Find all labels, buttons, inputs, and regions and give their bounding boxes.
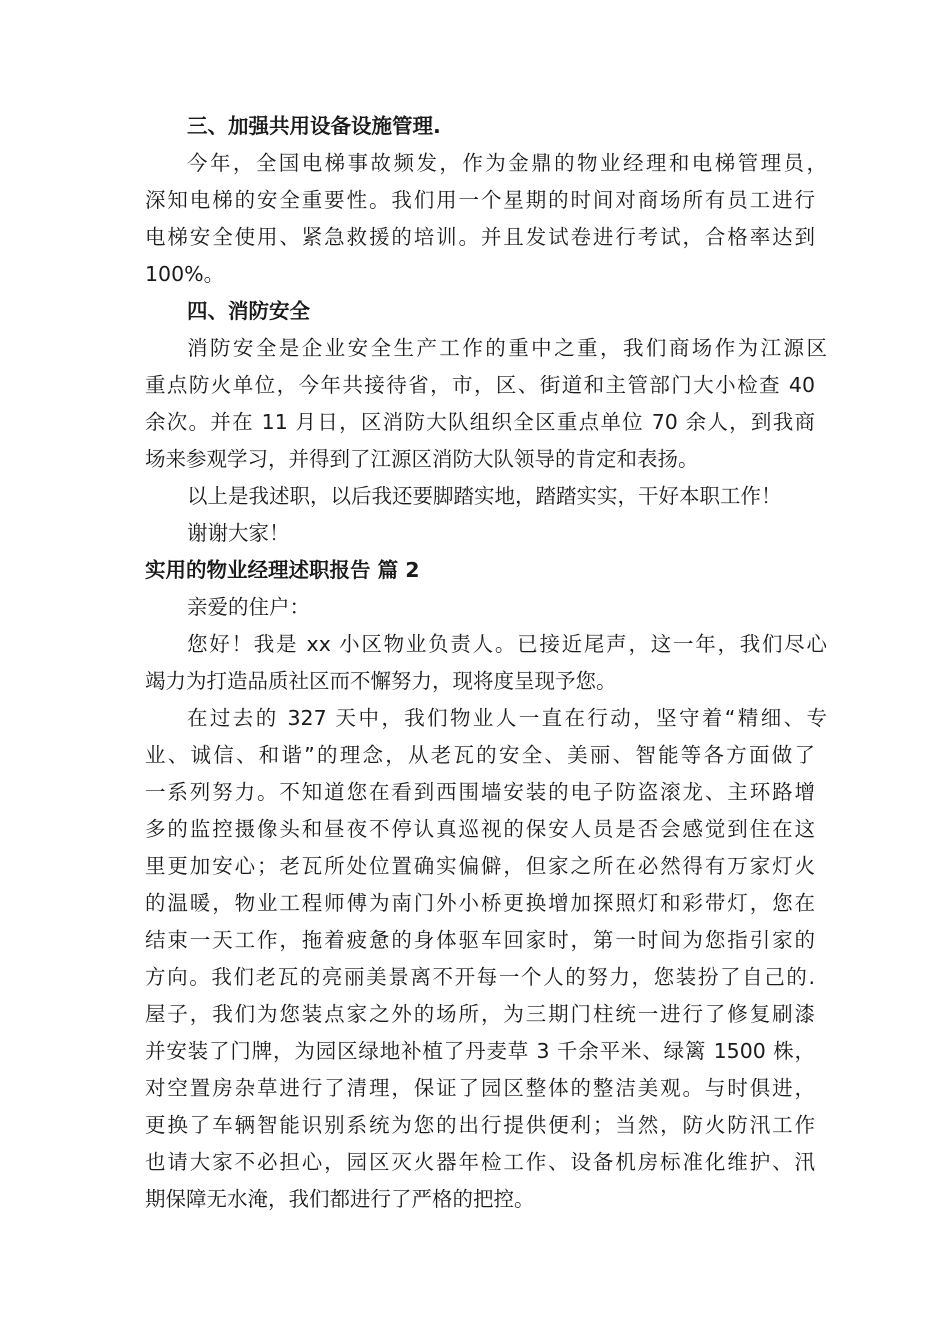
salutation: 亲爱的住户： [187, 595, 310, 619]
paragraph-line: 业、诚信、和谐”的理念，从老瓦的安全、美丽、智能等各方面做了 [145, 743, 815, 767]
section-title: 实用的物业经理述职报告 篇 2 [145, 558, 420, 582]
paragraph-line: 余次。并在 11 月日，区消防大队组织全区重点单位 70 余人，到我商 [145, 410, 815, 434]
paragraph-line: 一系列努力。不知道您在看到西围墙安装的电子防盗滚龙、主环路增 [145, 780, 815, 804]
heading-section-3: 三、加强共用设备设施管理. [187, 114, 441, 138]
paragraph-line: 里更加安心；老瓦所处位置确实偏僻，但家之所在必然得有万家灯火 [145, 854, 815, 878]
paragraph-line: 并安装了门牌，为园区绿地补植了丹麦草 3 千余平米、绿篱 1500 株， [145, 1039, 815, 1063]
paragraph-line: 屋子，我们为您装点家之外的场所，为三期门柱统一进行了修复刷漆 [145, 1002, 815, 1026]
paragraph-line: 重点防火单位，今年共接待省，市，区、街道和主管部门大小检查 40 [145, 373, 815, 397]
paragraph-line: 消防安全是企业安全生产工作的重中之重，我们商场作为江源区 [187, 336, 827, 360]
paragraph-line: 深知电梯的安全重要性。我们用一个星期的时间对商场所有员工进行 [145, 188, 815, 212]
paragraph-line: 也请大家不必担心，园区灭火器年检工作、设备机房标准化维护、汛 [145, 1150, 815, 1174]
paragraph-line: 期保障无水淹，我们都进行了严格的把控。 [145, 1187, 535, 1211]
paragraph-line: 竭力为打造品质社区而不懈努力，现将度呈现予您。 [145, 669, 617, 693]
paragraph-line: 更换了车辆智能识别系统为您的出行提供便利；当然，防火防汛工作 [145, 1113, 815, 1137]
paragraph-line: 今年，全国电梯事故频发，作为金鼎的物业经理和电梯管理员， [187, 151, 827, 175]
paragraph-line: 100%。 [145, 262, 225, 286]
paragraph-line: 方向。我们老瓦的亮丽美景离不开每一个人的努力，您装扮了自己的. [145, 965, 815, 989]
paragraph-line: 的温暖，物业工程师傅为南门外小桥更换增加探照灯和彩带灯，您在 [145, 891, 815, 915]
paragraph-line: 场来参观学习，并得到了江源区消防大队领导的肯定和表扬。 [145, 447, 699, 471]
thanks-line: 谢谢大家！ [187, 521, 290, 545]
paragraph-line: 在过去的 327 天中，我们物业人一直在行动，坚守着“精细、专 [187, 706, 827, 730]
paragraph-line: 您好！我是 xx 小区物业负责人。已接近尾声，这一年，我们尽心 [187, 632, 827, 656]
paragraph-line: 对空置房杂草进行了清理，保证了园区整体的整洁美观。与时俱进， [145, 1076, 815, 1100]
heading-section-4: 四、消防安全 [187, 299, 310, 323]
paragraph-line: 多的监控摄像头和昼夜不停认真巡视的保安人员是否会感觉到住在这 [145, 817, 815, 841]
paragraph-line: 结束一天工作，拖着疲惫的身体驱车回家时，第一时间为您指引家的 [145, 928, 815, 952]
closing-line: 以上是我述职，以后我还要脚踏实地，踏踏实实，干好本职工作！ [187, 484, 782, 508]
paragraph-line: 电梯安全使用、紧急救援的培训。并且发试卷进行考试，合格率达到 [145, 225, 815, 249]
